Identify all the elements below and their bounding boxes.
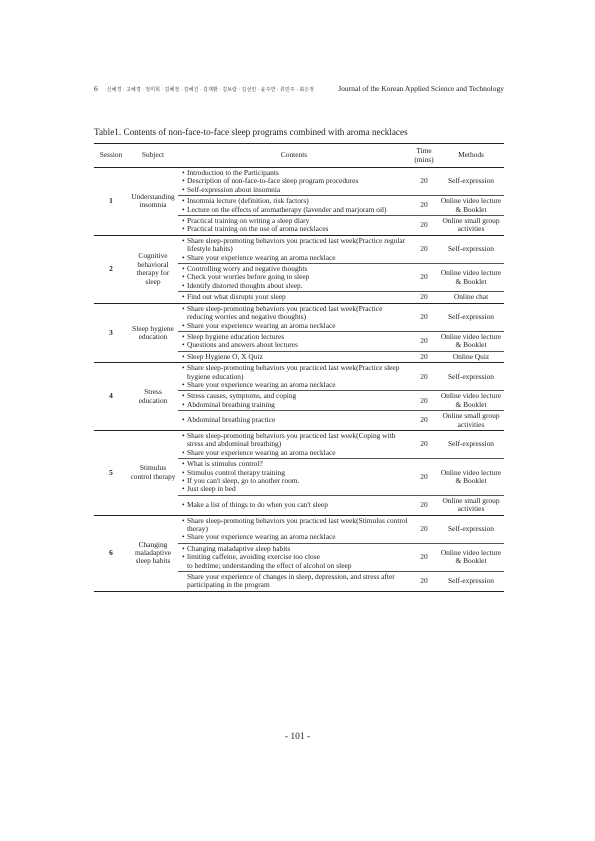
table-row	[94, 515, 504, 543]
time-cell: 20	[410, 331, 438, 351]
bullet-icon: •	[182, 476, 185, 485]
bullet-icon: •	[182, 500, 185, 510]
bullet-icon: •	[182, 351, 185, 361]
content-text: Stress causes, symptoms, and coping	[187, 391, 297, 401]
bullet-icon: •	[182, 176, 185, 186]
content-item	[182, 293, 408, 301]
session-subject: Changing maladaptive sleep habits	[128, 515, 178, 591]
content-item	[182, 353, 408, 361]
content-item	[182, 485, 408, 493]
header-time-line2: (mins)	[414, 154, 434, 164]
time-cell: 20	[410, 495, 438, 515]
method-cell: Online video lecture & Booklet	[438, 459, 504, 496]
table-header-row	[94, 144, 504, 168]
table-row	[94, 430, 504, 458]
session-number: 6	[94, 515, 128, 591]
method-cell: Online small group activities	[438, 495, 504, 515]
table-row	[94, 363, 504, 391]
time-cell: 20	[410, 216, 438, 236]
content-text: Introduction to the Participants	[187, 168, 279, 177]
contents-cell	[178, 196, 410, 216]
session-number: 1	[94, 168, 128, 236]
session-subject: Understanding insomnia	[128, 168, 178, 236]
content-item	[182, 533, 408, 541]
content-item	[182, 416, 408, 424]
time-cell: 20	[410, 363, 438, 391]
bullet-icon: •	[182, 543, 185, 553]
content-text: Share sleep-promoting behaviors you practiced last week(Stimulus control theray)	[187, 515, 408, 534]
content-item	[182, 381, 408, 389]
content-text: Share your experience wearing an aroma necklace	[187, 379, 336, 389]
time-cell: 20	[410, 572, 438, 592]
table-caption: Table1. Contents of non-face-to-face sleep programs combined with aroma necklaces	[94, 127, 408, 137]
content-text: Description of non-face-to-face sleep program procedures	[187, 176, 359, 186]
session-subject: Stimulus control therapy	[128, 430, 178, 515]
table-body	[94, 168, 504, 592]
content-item	[182, 254, 408, 262]
bullet-icon: •	[182, 447, 185, 457]
session-subject: Sleep hygiene education	[128, 303, 178, 362]
bullet-icon: •	[182, 303, 185, 313]
content-item	[182, 225, 408, 233]
time-cell: 20	[410, 196, 438, 216]
content-item	[182, 449, 408, 457]
content-text: Changing maladaptive sleep habits	[187, 543, 291, 553]
contents-cell	[178, 264, 410, 292]
bullet-icon: •	[182, 224, 185, 234]
method-cell: Online video lecture & Booklet	[438, 543, 504, 571]
content-item	[182, 282, 408, 290]
contents-cell	[178, 411, 410, 431]
bullet-icon: •	[182, 340, 185, 350]
content-text: to bedtime; understanding the effect of alcohol on sleep	[187, 560, 352, 570]
content-text: Just sleep in bed	[187, 484, 236, 494]
time-cell: 20	[410, 430, 438, 458]
content-text: Sleep Hygiene O, X Quiz	[187, 351, 263, 361]
method-cell: Online chat	[438, 292, 504, 303]
bullet-icon: •	[182, 363, 185, 373]
bullet-icon: •	[182, 320, 185, 330]
header-contents: Contents	[178, 144, 410, 168]
session-number: 4	[94, 363, 128, 431]
content-text: Practical training on the use of aroma necklaces	[187, 224, 329, 234]
content-item	[182, 432, 408, 449]
content-text: Abdominal breathing practice	[187, 415, 276, 425]
method-cell: Self-expression	[438, 363, 504, 391]
method-cell: Online video lecture & Booklet	[438, 391, 504, 411]
method-cell: Online small group activities	[438, 216, 504, 236]
method-cell: Online video lecture & Booklet	[438, 331, 504, 351]
content-item	[182, 322, 408, 330]
header-left	[94, 84, 314, 93]
content-text: Share your experience of changes in sleep, depression, and stress after participating in the program	[187, 572, 395, 590]
contents-cell	[178, 363, 410, 391]
bullet-icon: •	[182, 204, 185, 214]
contents-cell	[178, 168, 410, 196]
content-text: Find out what disrupts your sleep	[187, 292, 286, 302]
header-time-line1: Time	[416, 146, 432, 156]
method-cell: Online video lecture & Booklet	[438, 196, 504, 216]
bullet-icon: •	[182, 235, 185, 245]
session-number: 3	[94, 303, 128, 362]
bullet-icon: •	[182, 467, 185, 477]
header-journal-name: Journal of the Korean Applied Science and Technology	[338, 84, 504, 93]
content-text: Identify distorted thoughts about sleep.	[187, 280, 303, 290]
table-row	[94, 235, 504, 263]
bullet-icon: •	[182, 280, 185, 290]
time-cell: 20	[410, 292, 438, 303]
content-item	[182, 517, 408, 534]
bullet-icon: •	[182, 391, 185, 401]
time-cell: 20	[410, 351, 438, 362]
content-text: Share your experience wearing an aroma necklace	[187, 252, 336, 262]
bullet-icon: •	[182, 168, 185, 177]
content-item	[182, 341, 408, 349]
method-cell: Self-expression	[438, 515, 504, 543]
program-table	[94, 143, 504, 592]
bullet-icon: •	[182, 459, 185, 469]
method-cell: Online small group activities	[438, 411, 504, 431]
bullet-icon: •	[182, 515, 185, 525]
contents-cell	[178, 331, 410, 351]
header-page-number: 6	[94, 84, 98, 93]
table-row	[94, 303, 504, 331]
time-cell: 20	[410, 515, 438, 543]
bullet-icon: •	[182, 252, 185, 262]
header-session: Session	[94, 144, 128, 168]
bullet-icon: •	[182, 216, 185, 226]
contents-cell	[178, 515, 410, 543]
time-cell: 20	[410, 411, 438, 431]
page-number: - 101 -	[284, 732, 311, 742]
header-subject: Subject	[128, 144, 178, 168]
time-cell: 20	[410, 391, 438, 411]
contents-cell	[178, 216, 410, 236]
contents-cell	[178, 391, 410, 411]
content-text: Practical training on writing a sleep diary	[187, 216, 310, 226]
content-item	[182, 305, 408, 322]
bullet-icon: •	[182, 331, 185, 341]
content-item	[182, 562, 408, 570]
method-cell: Self-expression	[438, 430, 504, 458]
content-text: Stimulus control therapy training	[187, 467, 285, 477]
bullet-icon: •	[182, 196, 185, 206]
bullet-icon: •	[182, 415, 185, 425]
bullet-icon: •	[182, 552, 185, 562]
time-cell: 20	[410, 264, 438, 292]
header-methods: Methods	[438, 144, 504, 168]
bullet-icon: •	[182, 399, 185, 409]
content-text: Share your experience wearing an aroma necklace	[187, 532, 336, 542]
contents-cell	[178, 543, 410, 571]
method-cell: Online video lecture & Booklet	[438, 264, 504, 292]
time-cell: 20	[410, 543, 438, 571]
content-text: Share your experience wearing an aroma necklace	[187, 447, 336, 457]
content-item	[182, 401, 408, 409]
header-time	[410, 144, 438, 168]
method-cell: Self-expression	[438, 572, 504, 592]
session-subject: Cognitive behavioral therapy for sleep	[128, 235, 178, 303]
contents-cell	[178, 459, 410, 496]
bullet-icon: •	[182, 532, 185, 542]
bullet-icon: •	[182, 430, 185, 440]
content-text: Check your worries before going to sleep	[187, 272, 310, 282]
content-item	[182, 501, 408, 509]
content-item	[182, 237, 408, 254]
contents-cell	[178, 430, 410, 458]
bullet-icon: •	[182, 379, 185, 389]
content-text: Share sleep-promoting behaviors you practiced last week(Practice reducing worries and negative thoughts)	[187, 303, 383, 322]
time-cell: 20	[410, 303, 438, 331]
content-text: Sleep hygiene education lectures	[187, 331, 285, 341]
header-authors: 신혜경 · 고혜경 · 정미희 · 김혜정 · 김혜진 · 김재환 · 김보람 · 김선민 · 윤주연 · 류민주 · 최은정	[106, 88, 315, 93]
method-cell: Self-expression	[438, 168, 504, 196]
session-number: 2	[94, 235, 128, 303]
content-item	[182, 206, 408, 214]
content-text: Share sleep-promoting behaviors you practiced last week(Practice sleep hygiene education)	[187, 363, 400, 381]
table-row	[94, 168, 504, 196]
session-subject: Stress education	[128, 363, 178, 431]
content-text: limiting caffeine, avoiding exercise too close	[187, 552, 320, 562]
bullet-icon: •	[182, 184, 185, 194]
method-cell: Online Quiz	[438, 351, 504, 362]
content-text: Share sleep-promoting behaviors you practiced last week(Practice regular lifestyle habits)	[187, 235, 406, 254]
time-cell: 20	[410, 235, 438, 263]
time-cell: 20	[410, 168, 438, 196]
bullet-icon: •	[182, 484, 185, 494]
contents-cell	[178, 303, 410, 331]
time-cell: 20	[410, 459, 438, 496]
content-item	[182, 364, 408, 381]
contents-cell	[178, 351, 410, 362]
content-text: Share sleep-promoting behaviors you practiced last week(Coping with stress and abdominal breathing)	[187, 430, 396, 449]
content-text: What is stimulus control?	[187, 459, 263, 469]
method-cell: Self-expression	[438, 235, 504, 263]
content-text: Make a list of things to do when you can't sleep	[187, 500, 328, 510]
content-item	[182, 186, 408, 194]
bullet-icon: •	[182, 272, 185, 282]
content-text: Share your experience wearing an aroma necklace	[187, 320, 336, 330]
method-cell: Self-expression	[438, 303, 504, 331]
content-text: If you can't sleep, go to another room.	[187, 476, 300, 485]
content-text: Abdominal breathing training	[187, 399, 275, 409]
contents-cell	[178, 495, 410, 515]
content-text: Controlling worry and negative thoughts	[187, 264, 308, 274]
content-text: Self-expression about insomnia	[187, 184, 281, 194]
contents-cell	[178, 235, 410, 263]
content-text: Lecture on the effects of aromatherapy (lavender and marjoram oil)	[187, 204, 387, 214]
content-text: Insomnia lecture (definition, risk factors)	[187, 196, 309, 206]
bullet-icon: •	[182, 264, 185, 274]
contents-cell	[178, 572, 410, 592]
running-header	[94, 84, 504, 93]
session-number: 5	[94, 430, 128, 515]
bullet-icon: •	[182, 292, 185, 302]
contents-cell	[178, 292, 410, 303]
content-text: Questions and answers about lectures	[187, 340, 298, 350]
content-item	[182, 573, 408, 590]
